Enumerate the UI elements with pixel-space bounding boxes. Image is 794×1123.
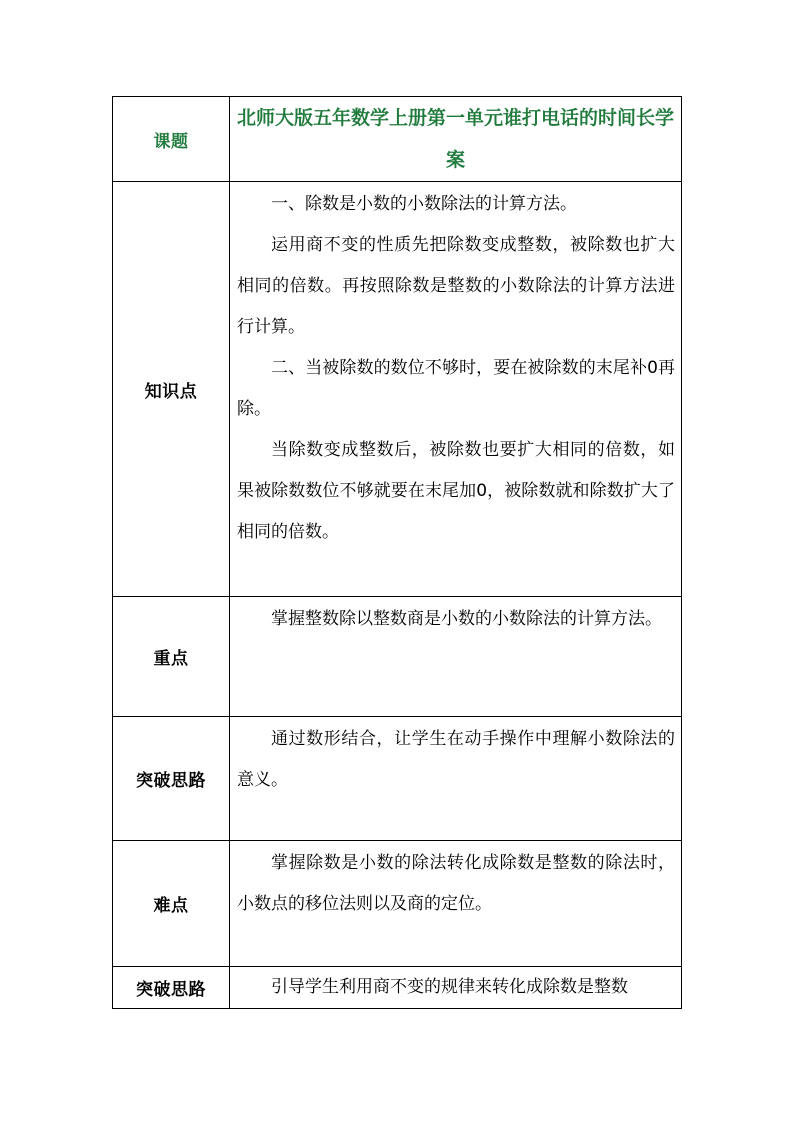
- focus-text: 掌握整数除以整数商是小数的小数除法的计算方法。: [271, 609, 662, 629]
- method-content-1: [230, 717, 682, 841]
- row-title: [113, 97, 682, 182]
- row-difficulty: [113, 841, 682, 967]
- knowledge-label: 知识点: [113, 182, 230, 597]
- knowledge-paragraph: 当除数变成整数后，被除数也要扩大相同的倍数，如果被除数数位不够就要在末尾加0，被除数就和除数扩大了相同的倍数。: [237, 440, 675, 542]
- row-focus: [113, 597, 682, 717]
- knowledge-paragraph: 二、当被除数的数位不够时，要在被除数的末尾补0再除。: [237, 358, 675, 419]
- title-label: 课题: [113, 97, 230, 182]
- method-content-2: [230, 967, 682, 1009]
- knowledge-paragraph: 运用商不变的性质先把除数变成整数，被除数也扩大相同的倍数。再按照除数是整数的小数除法的计算方法进行计算。: [237, 235, 675, 337]
- knowledge-paragraph: 一、除数是小数的小数除法的计算方法。: [271, 194, 577, 214]
- difficulty-text: 掌握除数是小数的除法转化成除数是整数的除法时，小数点的移位法则以及商的定位。: [237, 853, 675, 914]
- focus-label: 重点: [113, 597, 230, 717]
- focus-content: [230, 597, 682, 717]
- row-method-1: [113, 717, 682, 841]
- lesson-plan-table: [112, 96, 682, 1009]
- lesson-title: 北师大版五年数学上册第一单元谁打电话的时间长学案: [230, 97, 682, 182]
- method-label-2: 突破思路: [113, 967, 230, 1009]
- method-text-2: 引导学生利用商不变的规律来转化成除数是整数: [271, 977, 628, 997]
- row-method-2: [113, 967, 682, 1009]
- difficulty-label: 难点: [113, 841, 230, 967]
- row-knowledge: [113, 182, 682, 597]
- difficulty-content: [230, 841, 682, 967]
- method-label-1: 突破思路: [113, 717, 230, 841]
- knowledge-content: [230, 182, 682, 597]
- method-text-1: 通过数形结合，让学生在动手操作中理解小数除法的意义。: [237, 729, 675, 790]
